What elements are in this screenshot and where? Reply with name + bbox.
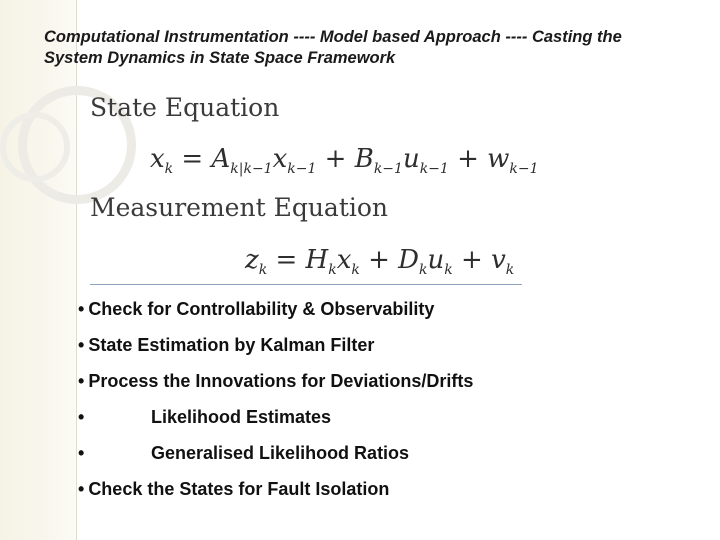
eq-subscript: k|k−1 [230,161,273,177]
eq-operator: = [267,245,306,275]
eq-subscript: k [505,262,515,278]
eq-term: v [491,245,506,275]
measurement-equation [245,245,514,278]
state-equation-label: State Equation [90,93,280,122]
eq-operator: + [448,144,488,174]
eq-subscript: k [351,262,360,278]
eq-operator: + [359,245,399,275]
eq-operator: + [452,245,492,275]
bullet-mark: • [78,479,85,499]
eq-term: z [245,245,259,275]
eq-term: H [305,245,329,275]
bullet-text: Process the Innovations for Deviations/Drifts [88,371,474,391]
measurement-equation-label: Measurement Equation [90,193,389,222]
eq-subscript: k−1 [509,161,539,177]
bullet-list [78,296,473,512]
eq-subscript: k−1 [287,161,317,177]
eq-term: u [427,245,445,275]
eq-operator: = [173,144,212,174]
eq-term: w [487,144,510,174]
eq-term: x [272,144,288,174]
bullet-text: Check the States for Fault Isolation [88,479,390,499]
eq-term: x [336,245,352,275]
eq-subscript: k [328,262,337,278]
eq-subscript: k [258,262,268,278]
decorative-ring-small [0,112,70,182]
bullet-item [78,476,473,512]
state-equation [150,144,539,177]
bullet-item [78,404,473,440]
eq-term: x [150,144,165,174]
eq-subscript: k [419,262,428,278]
bullet-mark: • [78,407,85,427]
bullet-text: State Estimation by Kalman Filter [88,335,375,355]
bullet-item [78,368,473,404]
bullet-mark: • [78,335,85,355]
bullet-text: Generalised Likelihood Ratios [151,443,410,463]
bullet-mark: • [78,371,85,391]
bullet-mark: • [78,443,85,463]
eq-subscript: k [164,161,174,177]
eq-operator: + [316,144,355,174]
slide-title: Computational Instrumentation ---- Model based Approach ---- Casting the System Dynamics in State Space Framework [44,28,622,67]
eq-subscript: k−1 [419,161,449,177]
bullet-mark: • [78,299,85,319]
bullet-text: Likelihood Estimates [151,407,332,427]
bullet-item [78,332,473,368]
separator-line [90,284,522,285]
bullet-text: Check for Controllability & Observability [88,299,435,319]
eq-term: D [398,245,420,275]
decorative-side-band [0,0,77,540]
bullet-item [78,296,473,332]
eq-term: A [211,144,231,174]
eq-subscript: k [444,262,453,278]
eq-subscript: k−1 [373,161,403,177]
bullet-item [78,440,473,476]
eq-term: B [354,144,374,174]
eq-term: u [402,144,420,174]
